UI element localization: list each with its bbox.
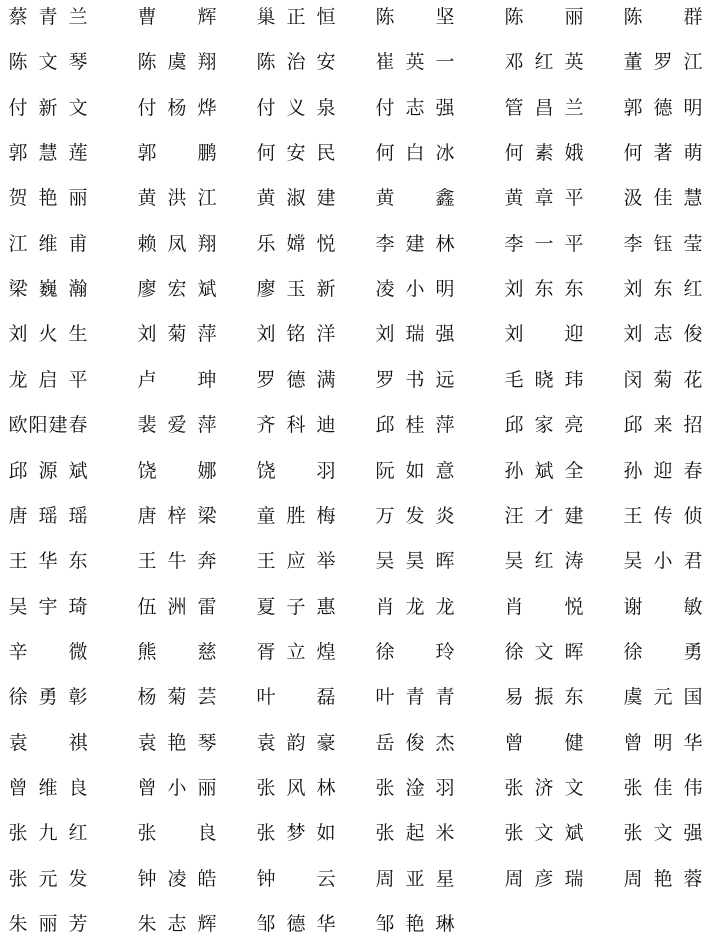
name-entry: 付 新 文 (8, 96, 88, 119)
name-entry: 汪 才 建 (504, 504, 584, 527)
name-entry: 刘 东 红 (623, 278, 703, 301)
name-entry: 胥 立 煌 (256, 640, 336, 663)
name-entry: 曾 明 华 (623, 731, 703, 754)
name-entry: 王 应 举 (256, 550, 336, 573)
name-entry: 乐 嫦 悦 (256, 232, 336, 255)
name-entry: 邹 艳 琳 (375, 913, 455, 935)
name-entry: 罗 德 满 (256, 368, 336, 391)
name-entry: 徐 玲 (375, 640, 455, 663)
name-entry: 蔡 青 兰 (8, 6, 88, 28)
name-entry: 饶 娜 (137, 459, 217, 482)
name-entry: 孙 迎 春 (623, 459, 703, 482)
name-entry: 刘 火 生 (8, 323, 88, 346)
name-entry: 王 传 侦 (623, 504, 703, 527)
name-entry: 张 梦 如 (256, 822, 336, 845)
name-entry: 邱 来 招 (623, 414, 703, 437)
name-entry: 陈 虞 翔 (137, 51, 217, 74)
name-entry: 廖 玉 新 (256, 278, 336, 301)
name-entry: 何 素 娥 (504, 142, 584, 165)
name-entry: 徐 文 晖 (504, 640, 584, 663)
name-entry: 张 良 (137, 822, 217, 845)
name-entry: 袁 祺 (8, 731, 88, 754)
name-entry: 齐 科 迪 (256, 414, 336, 437)
name-entry: 陈 文 琴 (8, 51, 88, 74)
name-entry: 周 亚 星 (375, 867, 455, 890)
name-entry: 钟 云 (256, 867, 336, 890)
name-entry: 朱 丽 芳 (8, 913, 88, 935)
name-entry: 吴 宇 琦 (8, 595, 88, 618)
name-entry: 熊 慈 (137, 640, 217, 663)
name-entry: 巢 正 恒 (256, 6, 336, 28)
name-entry: 李 建 林 (375, 232, 455, 255)
name-entry: 张 济 文 (504, 776, 584, 799)
name-entry: 叶 青 青 (375, 686, 455, 709)
name-entry: 饶 羽 (256, 459, 336, 482)
name-entry: 周 彦 瑞 (504, 867, 584, 890)
name-entry: 郭 慧 莲 (8, 142, 88, 165)
name-entry: 郭 鹏 (137, 142, 217, 165)
name-entry: 夏 子 惠 (256, 595, 336, 618)
name-entry: 邹 德 华 (256, 913, 336, 935)
name-entry: 张 文 强 (623, 822, 703, 845)
name-entry: 唐 梓 梁 (137, 504, 217, 527)
name-entry: 张 起 米 (375, 822, 455, 845)
name-entry: 张 九 红 (8, 822, 88, 845)
name-entry: 陈 坚 (375, 6, 455, 28)
name-entry: 付 志 强 (375, 96, 455, 119)
name-entry: 黄 洪 江 (137, 187, 217, 210)
name-entry: 汲 佳 慧 (623, 187, 703, 210)
name-entry: 黄 章 平 (504, 187, 584, 210)
name-entry: 裴 爱 萍 (137, 414, 217, 437)
name-entry: 张 元 发 (8, 867, 88, 890)
name-entry: 杨 菊 芸 (137, 686, 217, 709)
name-entry: 罗 书 远 (375, 368, 455, 391)
name-entry: 刘 东 东 (504, 278, 584, 301)
name-entry: 钟 凌 皓 (137, 867, 217, 890)
name-entry: 徐 勇 (623, 640, 703, 663)
name-entry: 吴 小 君 (623, 550, 703, 573)
name-entry: 童 胜 梅 (256, 504, 336, 527)
name-entry: 张 淦 羽 (375, 776, 455, 799)
name-entry: 付 杨 烨 (137, 96, 217, 119)
name-entry: 何 安 民 (256, 142, 336, 165)
name-entry: 陈 群 (623, 6, 703, 28)
name-entry: 袁 艳 琴 (137, 731, 217, 754)
name-entry: 江 维 甫 (8, 232, 88, 255)
name-entry: 易 振 东 (504, 686, 584, 709)
name-entry: 邱 家 亮 (504, 414, 584, 437)
name-entry: 凌 小 明 (375, 278, 455, 301)
name-entry: 陈 治 安 (256, 51, 336, 74)
name-entry: 刘 迎 (504, 323, 584, 346)
name-entry: 刘 瑞 强 (375, 323, 455, 346)
name-entry: 曾 维 良 (8, 776, 88, 799)
name-entry: 张 文 斌 (504, 822, 584, 845)
name-entry: 曾 健 (504, 731, 584, 754)
name-entry: 邱 桂 萍 (375, 414, 455, 437)
name-entry: 何 白 冰 (375, 142, 455, 165)
name-entry: 黄 鑫 (375, 187, 455, 210)
name-entry: 曹 辉 (137, 6, 217, 28)
name-entry: 黄 淑 建 (256, 187, 336, 210)
name-entry: 孙 斌 全 (504, 459, 584, 482)
name-entry: 张 风 林 (256, 776, 336, 799)
name-entry: 贺 艳 丽 (8, 187, 88, 210)
name-entry: 邓 红 英 (504, 51, 584, 74)
name-entry: 郭 德 明 (623, 96, 703, 119)
name-entry: 吴 红 涛 (504, 550, 584, 573)
name-entry: 虞 元 国 (623, 686, 703, 709)
name-entry: 肖 龙 龙 (375, 595, 455, 618)
name-entry: 袁 韵 豪 (256, 731, 336, 754)
name-entry: 徐 勇 彰 (8, 686, 88, 709)
name-entry: 王 牛 奔 (137, 550, 217, 573)
name-entry: 王 华 东 (8, 550, 88, 573)
name-entry: 闵 菊 花 (623, 368, 703, 391)
name-entry: 刘 铭 洋 (256, 323, 336, 346)
name-entry: 岳 俊 杰 (375, 731, 455, 754)
name-entry: 刘 志 俊 (623, 323, 703, 346)
name-entry: 张 佳 伟 (623, 776, 703, 799)
name-entry: 付 义 泉 (256, 96, 336, 119)
name-entry: 朱 志 辉 (137, 913, 217, 935)
name-entry: 李 钰 莹 (623, 232, 703, 255)
name-entry: 陈 丽 (504, 6, 584, 28)
name-entry: 吴 昊 晖 (375, 550, 455, 573)
name-entry: 唐 瑶 瑶 (8, 504, 88, 527)
name-entry: 毛 晓 玮 (504, 368, 584, 391)
name-entry: 周 艳 蓉 (623, 867, 703, 890)
name-entry: 邱 源 斌 (8, 459, 88, 482)
name-entry: 龙 启 平 (8, 368, 88, 391)
name-entry: 辛 微 (8, 640, 88, 663)
name-entry: 赖 凤 翔 (137, 232, 217, 255)
name-entry: 廖 宏 斌 (137, 278, 217, 301)
name-entry: 崔 英 一 (375, 51, 455, 74)
name-entry: 管 昌 兰 (504, 96, 584, 119)
name-entry: 叶 磊 (256, 686, 336, 709)
name-entry: 阮 如 意 (375, 459, 455, 482)
name-entry: 肖 悦 (504, 595, 584, 618)
name-entry: 梁 巍 瀚 (8, 278, 88, 301)
name-entry: 万 发 炎 (375, 504, 455, 527)
name-entry: 伍 洲 雷 (137, 595, 217, 618)
name-entry: 卢 珅 (137, 368, 217, 391)
name-entry: 曾 小 丽 (137, 776, 217, 799)
name-entry: 董 罗 江 (623, 51, 703, 74)
name-entry: 何 著 萌 (623, 142, 703, 165)
name-entry: 刘 菊 萍 (137, 323, 217, 346)
name-entry: 欧 阳 建 春 (8, 414, 88, 437)
name-entry: 李 一 平 (504, 232, 584, 255)
name-entry: 谢 敏 (623, 595, 703, 618)
